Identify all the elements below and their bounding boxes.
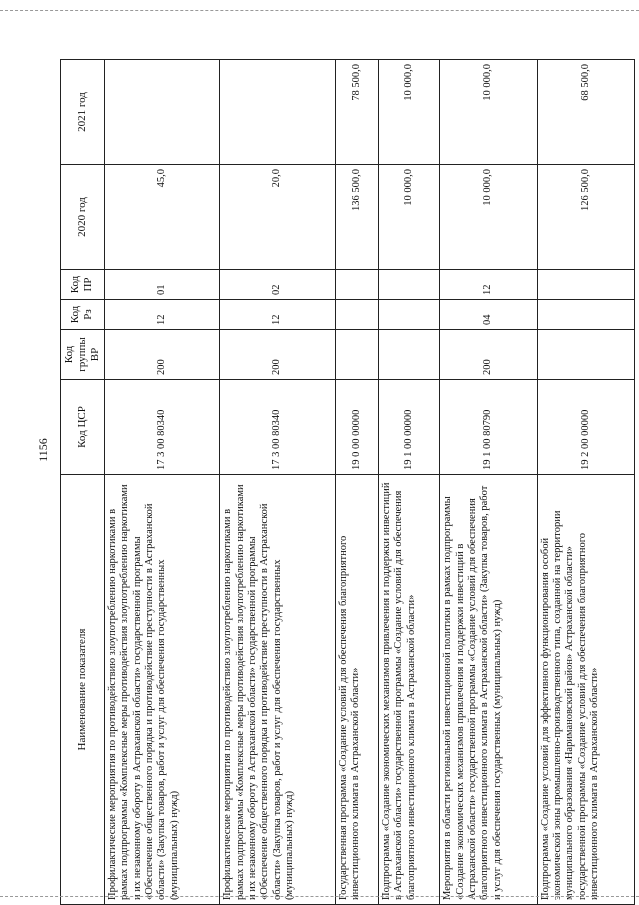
cell-rz [537, 300, 634, 330]
table-row [335, 60, 378, 905]
cell-2021: 10 000,0 [440, 60, 537, 165]
cell-vr [378, 330, 439, 380]
scan-edge-top [0, 10, 639, 11]
cell-vr: 200 [104, 330, 219, 380]
cell-csr: 19 0 00 00000 [335, 380, 378, 475]
cell-vr: 200 [220, 330, 335, 380]
table-row [104, 60, 219, 905]
header-2020: 2020 год [61, 165, 105, 270]
cell-2021: 10 000,0 [378, 60, 439, 165]
header-name: Наименование показателя [61, 475, 105, 905]
cell-csr: 19 2 00 00000 [537, 380, 634, 475]
header-csr: Код ЦСР [61, 380, 105, 475]
cell-rz: 12 [104, 300, 219, 330]
cell-2021: 68 500,0 [537, 60, 634, 165]
cell-name: Профилактические мероприятия по противодействию злоупотреблению наркотиками в рамках подпрограммы «Комплексные меры противодействия злоупотреблению наркотиками и их незаконному обороту в Астраханской области» государственной программы «Обеспечение общественного порядка и противодействие преступности в Астраханской области» (Закупка товаров, работ и услуг для обеспечения государственных (муниципальных) нужд) [104, 475, 219, 905]
cell-2021: 78 500,0 [335, 60, 378, 165]
cell-rz: 04 [440, 300, 537, 330]
cell-name: Мероприятия в области региональной инвестиционной политики в рамках подпрограммы «Создание экономических механизмов привлечения и поддержки инвестиций в Астраханской области» государственной программы «Создание условий для обеспечения благоприятного инвестиционного климата в Астраханской области» (Закупка товаров, работ и услуг для обеспечения государственных (муниципальных) нужд) [440, 475, 537, 905]
header-row [61, 60, 105, 905]
cell-2020: 20,0 [220, 165, 335, 270]
cell-name: Подпрограмма «Создание экономических механизмов привлечения и поддержки инвестиций в Астраханской области» государственной программы «Создание условий для обеспечения благоприятного инвестиционного климата в Астраханской области» [378, 475, 439, 905]
cell-name: Подпрограмма «Создание условий для эффективного функционирования особой экономической зоны промышленно-производственного типа, созданной на территории муниципального образования «Наримановский район» Астраханской области» государственной программы «Создание условий для обеспечения благоприятного инвестиционного климата в Астраханской области» [537, 475, 634, 905]
cell-rz: 12 [220, 300, 335, 330]
scan-edge-bottom [0, 896, 639, 897]
table-row [220, 60, 335, 905]
cell-csr: 19 1 00 80790 [440, 380, 537, 475]
rotated-table-wrapper [60, 60, 635, 905]
budget-table [60, 59, 635, 905]
cell-2020: 136 500,0 [335, 165, 378, 270]
cell-pr: 12 [440, 270, 537, 300]
header-2021: 2021 год [61, 60, 105, 165]
cell-pr [537, 270, 634, 300]
cell-vr: 200 [440, 330, 537, 380]
cell-name: Государственная программа «Создание условий для обеспечения благоприятного инвестиционного климата в Астраханской области» [335, 475, 378, 905]
table-row [537, 60, 634, 905]
cell-csr: 17 3 00 80340 [220, 380, 335, 475]
cell-pr: 01 [104, 270, 219, 300]
cell-name: Профилактические мероприятия по противодействию злоупотреблению наркотиками в рамках подпрограммы «Комплексные меры противодействия злоупотреблению наркотиками и их незаконному обороту в Астраханской области» государственной программы «Обеспечение общественного порядка и противодействие преступности в Астраханской области» (Закупка товаров, работ и услуг для обеспечения государственных (муниципальных) нужд) [220, 475, 335, 905]
cell-vr [335, 330, 378, 380]
cell-2020: 45,0 [104, 165, 219, 270]
header-rz: Код Рз [61, 300, 105, 330]
header-pr: Код ПР [61, 270, 105, 300]
cell-2021 [104, 60, 219, 165]
cell-rz [335, 300, 378, 330]
cell-csr: 17 3 00 80340 [104, 380, 219, 475]
cell-csr: 19 1 00 00000 [378, 380, 439, 475]
cell-pr [335, 270, 378, 300]
cell-pr [378, 270, 439, 300]
cell-vr [537, 330, 634, 380]
table-row [378, 60, 439, 905]
header-vr: Код группы ВР [61, 330, 105, 380]
cell-2020: 126 500,0 [537, 165, 634, 270]
cell-2020: 10 000,0 [378, 165, 439, 270]
cell-2021 [220, 60, 335, 165]
cell-2020: 10 000,0 [440, 165, 537, 270]
cell-pr: 02 [220, 270, 335, 300]
table-row [440, 60, 537, 905]
cell-rz [378, 300, 439, 330]
page-number: 1156 [36, 438, 50, 462]
